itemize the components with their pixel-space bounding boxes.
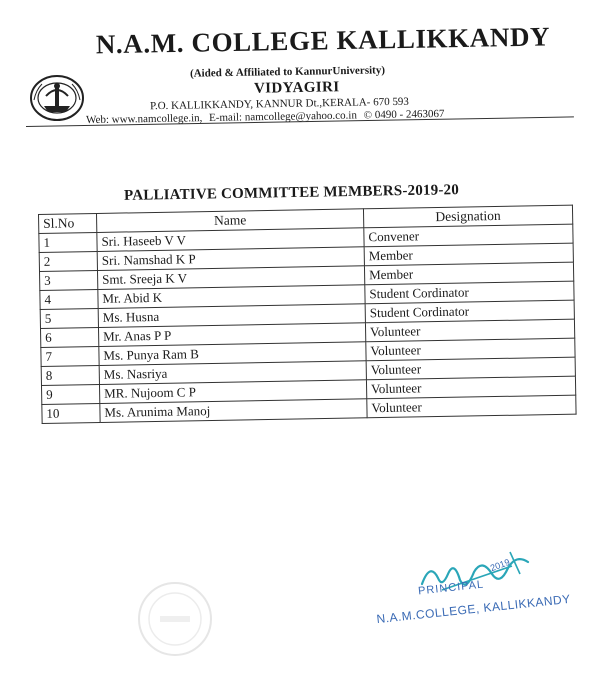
signature-date: 2019 bbox=[488, 556, 512, 574]
website-text: Web: www.namcollege.in, bbox=[85, 112, 203, 127]
affiliation-text: (Aided & Affiliated to KannurUniversity) bbox=[189, 64, 386, 80]
header-slno: Sl.No bbox=[39, 213, 97, 233]
cell-designation: Volunteer bbox=[365, 319, 574, 342]
cell-slno: 1 bbox=[39, 232, 97, 252]
cell-slno: 10 bbox=[42, 403, 100, 423]
postal-address: P.O. KALLIKKANDY, KANNUR Dt.,KERALA- 670 593 bbox=[149, 95, 409, 113]
cell-slno: 2 bbox=[39, 251, 97, 271]
cell-name: Ms. Arunima Manoj bbox=[100, 399, 367, 423]
cell-slno: 6 bbox=[40, 327, 98, 347]
cell-designation: Volunteer bbox=[366, 357, 575, 380]
cell-slno: 7 bbox=[41, 346, 99, 366]
cell-slno: 8 bbox=[41, 365, 99, 385]
cell-designation: Volunteer bbox=[366, 376, 575, 399]
members-table bbox=[38, 205, 577, 424]
document-title: PALLIATIVE COMMITTEE MEMBERS-2019-20 bbox=[123, 182, 460, 204]
cell-name: Mr. Anas P P bbox=[98, 323, 365, 347]
cell-name: Ms. Punya Ram B bbox=[99, 342, 366, 366]
cell-designation: Member bbox=[364, 262, 573, 285]
cell-name: MR. Nujoom C P bbox=[99, 380, 366, 404]
cell-slno: 5 bbox=[40, 308, 98, 328]
cell-slno: 9 bbox=[41, 384, 99, 404]
cell-name: Mr. Abid K bbox=[98, 285, 365, 309]
cell-designation: Volunteer bbox=[366, 338, 575, 361]
cell-name: Ms. Nasriya bbox=[99, 361, 366, 385]
cell-name: Sri. Namshad K P bbox=[97, 247, 364, 271]
cell-slno: 4 bbox=[40, 289, 98, 309]
cell-designation: Student Cordinator bbox=[365, 300, 574, 323]
cell-designation: Student Cordinator bbox=[365, 281, 574, 304]
faint-college-seal-icon bbox=[136, 580, 214, 658]
cell-name: Ms. Husna bbox=[98, 304, 365, 328]
cell-slno: 3 bbox=[40, 270, 98, 290]
phone-text: © 0490 - 2463067 bbox=[363, 107, 445, 122]
header-designation: Designation bbox=[363, 205, 572, 228]
principal-label: PRINCIPAL bbox=[417, 578, 485, 598]
cell-designation: Volunteer bbox=[367, 395, 576, 418]
principal-college-stamp: N.A.M.COLLEGE, KALLIKKANDY bbox=[375, 591, 572, 627]
cell-name: Sri. Haseeb V V bbox=[97, 228, 364, 252]
place-name: VIDYAGIRI bbox=[253, 79, 340, 97]
cell-designation: Member bbox=[364, 243, 573, 266]
members-table-wrapper bbox=[38, 205, 577, 424]
college-name: N.A.M. COLLEGE KALLIKKANDY bbox=[95, 21, 551, 60]
college-emblem-logo-icon bbox=[26, 72, 88, 124]
header-name: Name bbox=[96, 209, 363, 233]
cell-name: Smt. Sreeja K V bbox=[97, 266, 364, 290]
email-text: E-mail: namcollege@yahoo.co.in bbox=[208, 109, 358, 125]
cell-designation: Convener bbox=[364, 224, 573, 247]
